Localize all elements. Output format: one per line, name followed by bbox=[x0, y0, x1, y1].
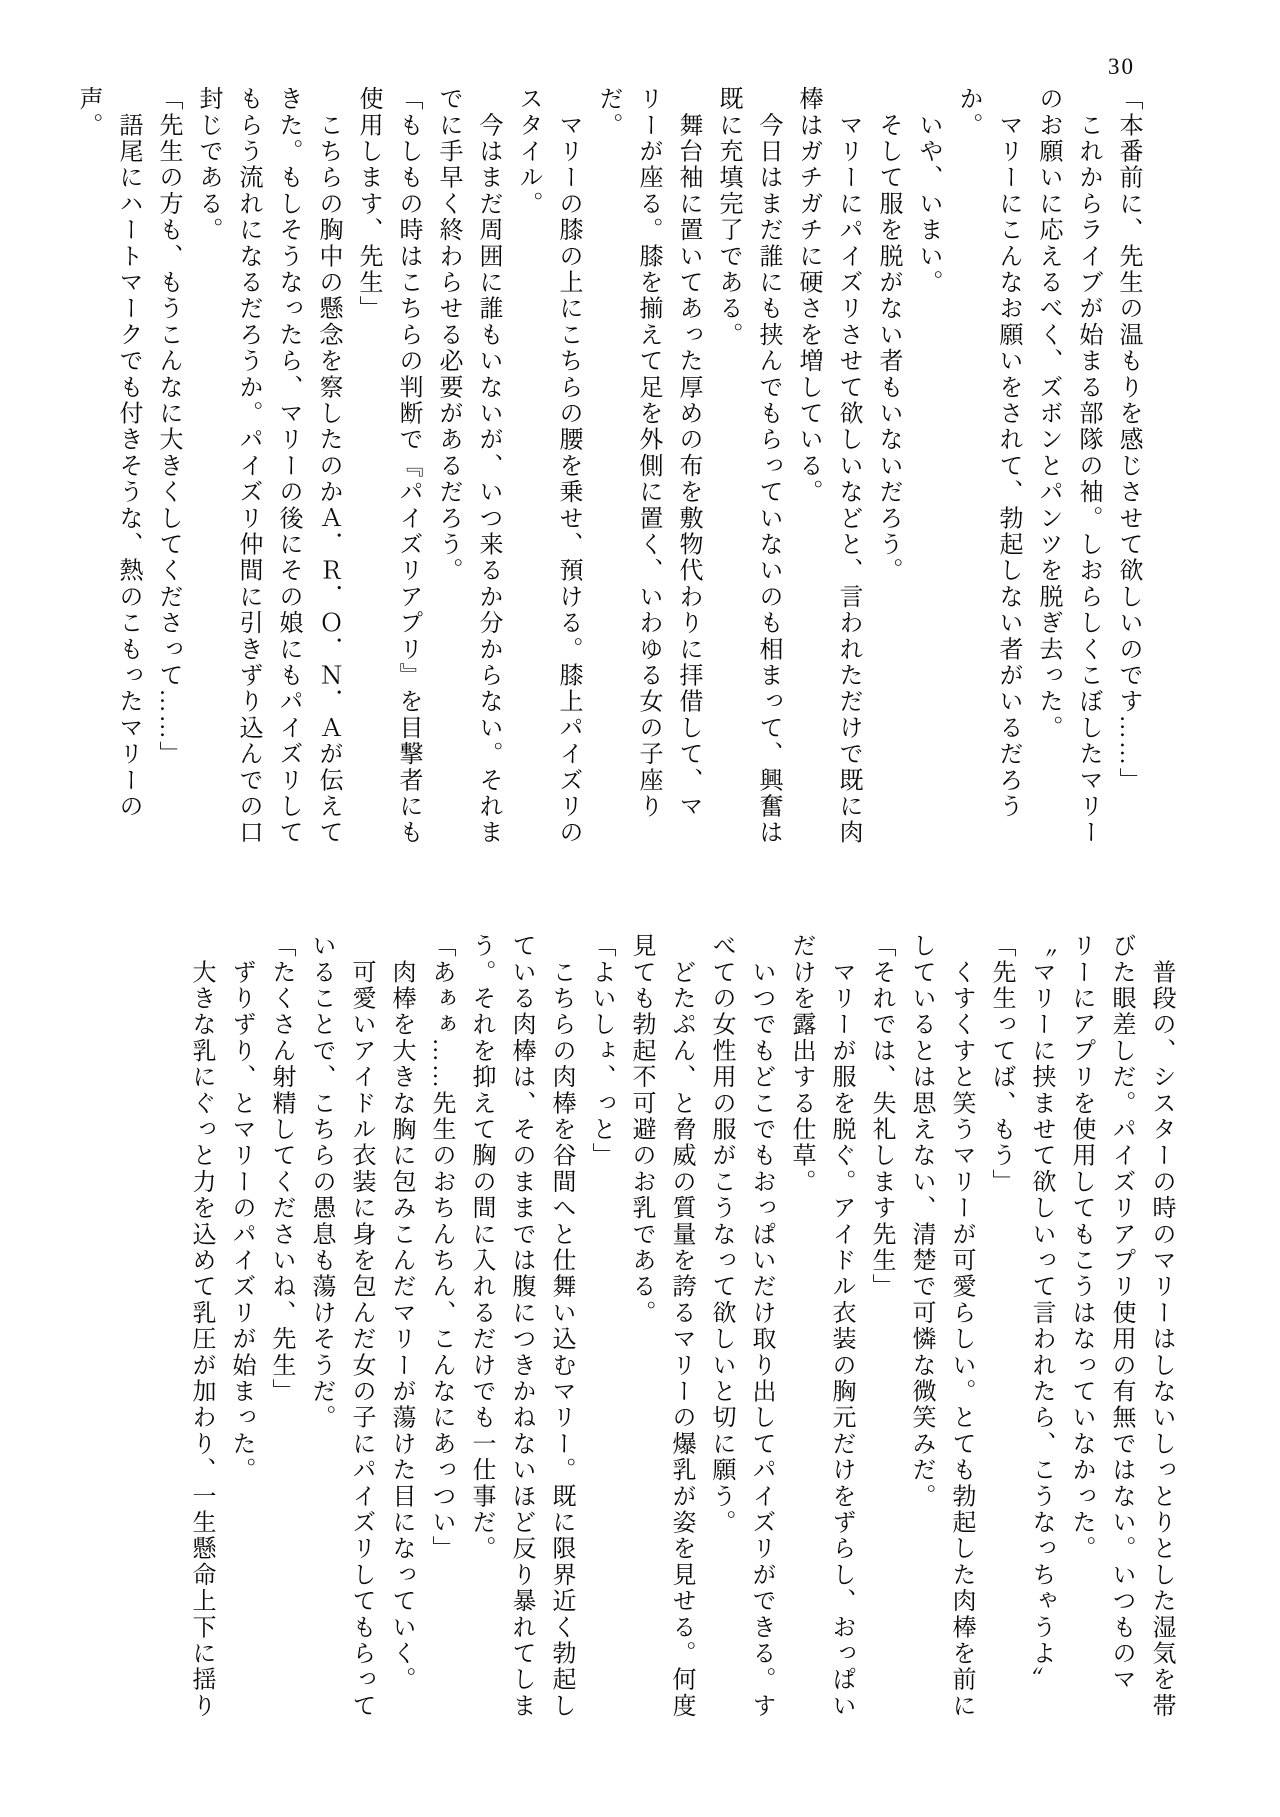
paragraph: これからライブが始まる部隊の袖。しおらしくこぼしたマリーのお願いに応えるべく、ズボンとパンツを脱ぎ去った。 bbox=[1035, 86, 1101, 846]
paragraph: マリーが服を脱ぐ。アイドル衣装の胸元だけをずらし、おっぱいだけを露出する仕草。 bbox=[788, 933, 854, 1719]
paragraph: こちらの肉棒を谷間へと仕舞い込むマリー。既に限界近く勃起している肉棒は、そのままでは腹につきかねないほど反り暴れてしまう。それを抑えて胸の間に入れるだけでも一仕事だ。 bbox=[468, 933, 574, 1719]
paragraph: 「あぁぁ……先生のおちんちん、こんなにあっつい」 bbox=[428, 933, 454, 1562]
paragraph: こちらの胸中の懸念を察したのかＡ．Ｒ．Ｏ．Ｎ．Ａが伝えてきた。もしそうなったら、マリーの後にその娘にもパイズリしてもらう流れになるだろうか。パイズリ仲間に引きずり込んでの口封じである。 bbox=[195, 86, 341, 846]
paragraph: 可愛いアイドル衣装に身を包んだ女の子にパイズリしてもらっていることで、こちらの愚息も蕩けそうだ。 bbox=[308, 933, 374, 1719]
paragraph: 「たくさん射精してくださいね、先生」 bbox=[268, 933, 294, 1405]
paragraph: マリーの膝の上にこちらの腰を乗せ、預ける。膝上パイズリのスタイル。 bbox=[515, 86, 581, 846]
paragraph: 今日はまだ誰にも挟んでもらっていないのも相まって、興奮は既に充填完了である。 bbox=[715, 86, 781, 846]
paragraph: どたぷん、と脅威の質量を誇るマリーの爆乳が姿を見せる。何度見ても勃起不可避のお乳である。 bbox=[628, 933, 694, 1719]
paragraph: 「本番前に、先生の温もりを感じさせて欲しいのです……」 bbox=[1115, 86, 1141, 794]
paragraph: 〝マリーに挟ませて欲しいって言われたら、こうなっちゃうよ〟 bbox=[1028, 933, 1054, 1693]
paragraph: いつでもどこでもおっぱいだけ取り出してパイズリができる。すべての女性用の服がこうなって欲しいと切に願う。 bbox=[708, 933, 774, 1719]
paragraph: 語尾にハートマークでも付きそうな、熱のこもったマリーの声。 bbox=[75, 86, 141, 820]
paragraph: いや、いまい。 bbox=[915, 86, 941, 296]
paragraph: 「よいしょ、っと」 bbox=[588, 933, 614, 1169]
paragraph: 「それでは、失礼します先生」 bbox=[868, 933, 894, 1300]
paragraph: マリーにパイズリさせて欲しいなどと、言われただけで既に肉棒はガチガチに硬さを増している。 bbox=[795, 86, 861, 846]
upper-text-block bbox=[68, 86, 1148, 870]
paragraph: 舞台袖に置いてあった厚めの布を敷物代わりに拝借して、マリーが座る。膝を揃えて足を外側に置く、いわゆる女の子座りだ。 bbox=[595, 86, 701, 820]
paragraph: 「もしもの時はこちらの判断で『パイズリアプリ』を目撃者にも使用します、先生」 bbox=[355, 86, 421, 846]
lower-text-block bbox=[181, 933, 1181, 1743]
paragraph: 普段の、シスターの時のマリーはしないしっとりとした湿気を帯びた眼差しだ。パイズリアプリ使用の有無ではない。いつものマリーにアプリを使用してもこうはなっていなかった。 bbox=[1068, 933, 1174, 1719]
paragraph: 「先生の方も、もうこんなに大きくしてくださって……」 bbox=[155, 86, 181, 768]
paragraph: マリーにこんなお願いをされて、勃起しない者がいるだろうか。 bbox=[955, 86, 1021, 820]
paragraph: そして服を脱がない者もいないだろう。 bbox=[875, 86, 901, 584]
paragraph: 肉棒を大きな胸に包みこんだマリーが蕩けた目になっていく。 bbox=[388, 933, 414, 1693]
paragraph: 今はまだ周囲に誰もいないが、いつ来るか分からない。それまでに手早く終わらせる必要があるだろう。 bbox=[435, 86, 501, 846]
page-number: 30 bbox=[1108, 54, 1135, 79]
paragraph: 大きな乳にぐっと力を込めて乳圧が加わり、一生懸命上下に揺り bbox=[188, 933, 214, 1719]
paragraph: ずりずり、とマリーのパイズリが始まった。 bbox=[228, 933, 254, 1484]
paragraph: くすくすと笑うマリーが可愛らしい。とても勃起した肉棒を前にしているとは思えない、清楚で可憐な微笑みだ。 bbox=[908, 933, 974, 1720]
paragraph: 「先生ってば、もう」 bbox=[988, 933, 1014, 1195]
